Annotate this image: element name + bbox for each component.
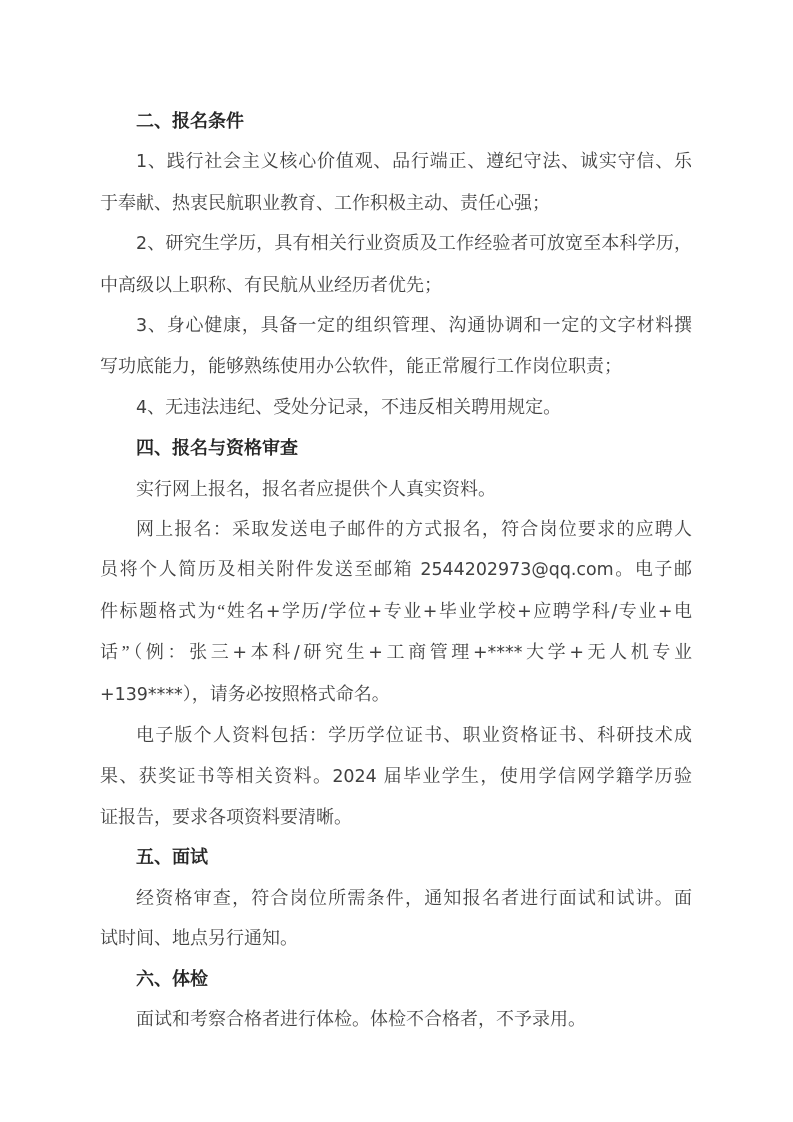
paragraph-line: 1、践行社会主义核心价值观、品行端正、遵纪守法、诚实守信、乐 (136, 151, 692, 173)
latin-text: + (657, 601, 673, 622)
section-heading: 四、报名与资格审查 (136, 438, 298, 459)
paragraph-line: 果、获奖证书等相关资料。2024 届毕业学生，使用学信网学籍学历验 (100, 765, 693, 787)
paragraph-line: 证报告，要求各项资料要清晰。 (100, 806, 352, 827)
paragraph-line: 件标题格式为“姓名+学历/学位+专业+毕业学校+应聘学科/专业+电 (100, 600, 693, 622)
latin-text: + (517, 601, 532, 622)
section-heading: 六、体检 (136, 968, 208, 989)
latin-text: 2 (136, 234, 148, 255)
paragraph-line: +139****），请务必按照格式命名。 (100, 683, 390, 705)
paragraph-line: 经资格审查，符合岗位所需条件，通知报名者进行面试和试讲。面 (136, 887, 692, 908)
latin-text: +139**** (100, 684, 183, 705)
latin-text: 4 (136, 397, 148, 418)
paragraph-line: 面试和考察合格者进行体检。体检不合格者，不予录用。 (136, 1008, 586, 1029)
paragraph-line: 实行网上报名，报名者应提供个人真实资料。 (136, 478, 496, 499)
latin-text: +**** (472, 643, 523, 664)
latin-text: + (232, 643, 247, 664)
section-heading: 五、面试 (136, 847, 208, 868)
paragraph-line: 2、研究生学历，具有相关行业资质及工作经验者可放宽至本科学历， (136, 233, 692, 255)
paragraph-line: 电子版个人资料包括：学历学位证书、职业资格证书、科研技术成 (136, 725, 692, 746)
paragraph-line: 3、身心健康，具备一定的组织管理、沟通协调和一定的文字材料撰 (136, 315, 692, 337)
section-heading: 二、报名条件 (136, 111, 244, 131)
paragraph-line: 网上报名：采取发送电子邮件的方式报名，符合岗位要求的应聘人 (136, 519, 692, 540)
latin-text: / (293, 643, 300, 664)
latin-text: 1 (136, 152, 148, 173)
latin-text: + (265, 601, 281, 622)
paragraph-line: 中高级以上职称、有民航从业经历者优先； (100, 274, 442, 295)
paragraph-line: 4、无违法违纪、受处分记录，不违反相关聘用规定。 (136, 396, 562, 418)
latin-text: / (321, 601, 327, 622)
paragraph-line: 写功底能力，能够熟练使用办公软件，能正常履行工作岗位职责； (100, 356, 622, 377)
latin-text: / (611, 601, 618, 622)
latin-text: + (422, 601, 438, 622)
paragraph-line: 试时间、地点另行通知。 (100, 928, 298, 949)
latin-text: 2544202973@qq.com (413, 560, 614, 581)
latin-text: + (368, 643, 383, 664)
latin-text: + (367, 601, 383, 622)
paragraph-line: 员将个人简历及相关附件发送至邮箱 2544202973@qq.com。电子邮 (100, 559, 692, 581)
paragraph-line: 于奉献、热衷民航职业教育、工作积极主动、责任心强； (100, 192, 550, 213)
latin-text: 3 (136, 316, 148, 337)
latin-text: 2024 (332, 766, 384, 787)
document-body (100, 101, 692, 1039)
paragraph-line: 话”（例：张三+本科/研究生+工商管理+****大学+无人机专业 (100, 642, 693, 664)
latin-text: + (569, 643, 584, 664)
